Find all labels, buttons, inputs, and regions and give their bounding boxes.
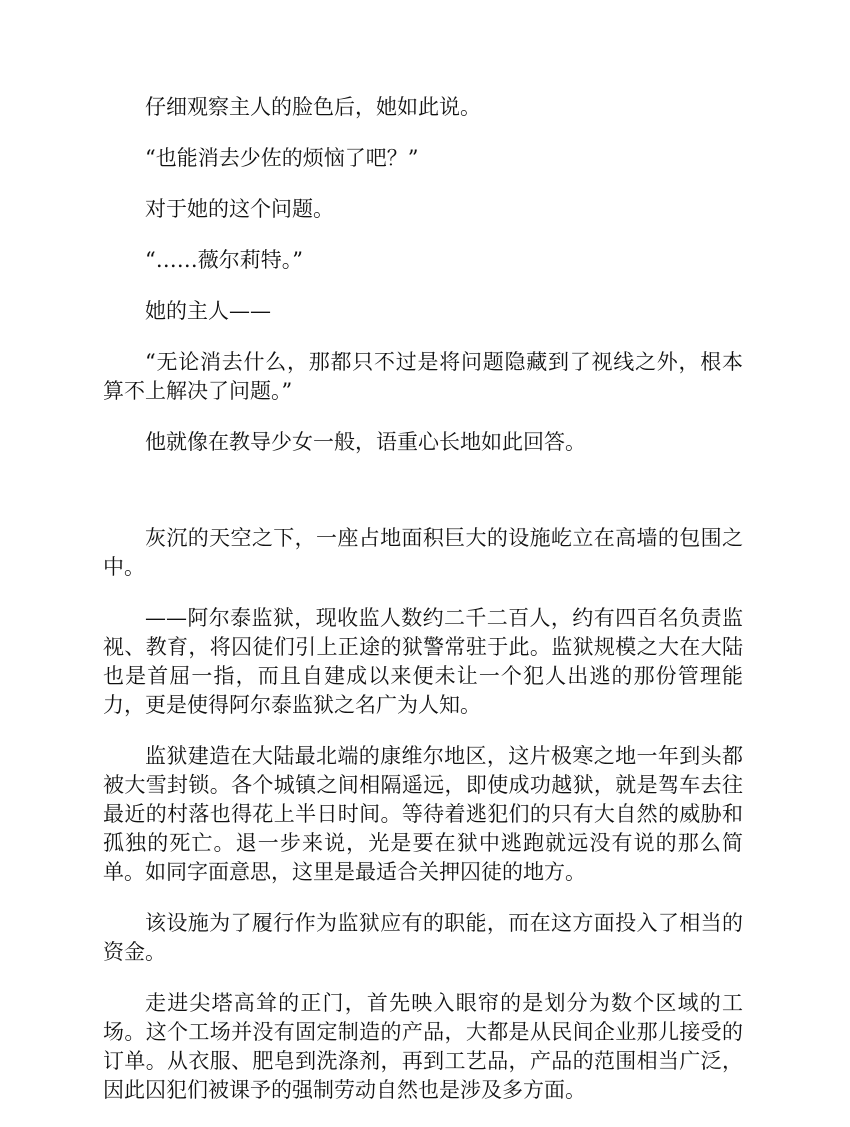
scene-break	[103, 479, 743, 524]
paragraph: 仔细观察主人的脸色后，她如此说。	[145, 95, 481, 119]
paragraph: 该设施为了履行作为监狱应有的职能，而在这方面投入了相当的资金。	[103, 911, 743, 964]
paragraph: “也能消去少佐的烦恼了吧？”	[145, 146, 419, 170]
paragraph: “……薇尔莉特。”	[145, 248, 303, 272]
document-page	[103, 93, 743, 1127]
paragraph: 他就像在教导少女一般，语重心长地如此回答。	[145, 430, 586, 454]
paragraph: 灰沉的天空之下，一座占地面积巨大的设施屹立在高墙的包围之中。	[103, 526, 743, 579]
paragraph: 走进尖塔高耸的正门，首先映入眼帘的是划分为数个区域的工场。这个工场并没有固定制造的产品，大都是从民间企业那儿接受的订单。从衣服、肥皂到洗涤剂，再到工艺品，产品的范围相当广泛，因此囚犯们被课予的强制劳动自然也是涉及多方面。	[103, 991, 743, 1102]
paragraph: “无论消去什么，那都只不过是将问题隐藏到了视线之外，根本算不上解决了问题。”	[103, 350, 743, 403]
paragraph: ——阿尔泰监狱，现收监人数约二千二百人，约有四百名负责监视、教育，将囚徒们引上正途的狱警常驻于此。监狱规模之大在大陆也是首屈一指，而且自建成以来便未让一个犯人出逃的那份管理能力，更是使得阿尔泰监狱之名广为人知。	[103, 606, 743, 717]
paragraph: 监狱建造在大陆最北端的康维尔地区，这片极寒之地一年到头都被大雪封锁。各个城镇之间相隔遥远，即使成功越狱，就是驾车去往最近的村落也得花上半日时间。等待着逃犯们的只有大自然的威胁和孤独的死亡。退一步来说，光是要在狱中逃跑就远没有说的那么简单。如同字面意思，这里是最适合关押囚徒的地方。	[103, 744, 743, 884]
paragraph: 对于她的这个问题。	[145, 197, 334, 221]
paragraph: 她的主人——	[145, 299, 271, 323]
